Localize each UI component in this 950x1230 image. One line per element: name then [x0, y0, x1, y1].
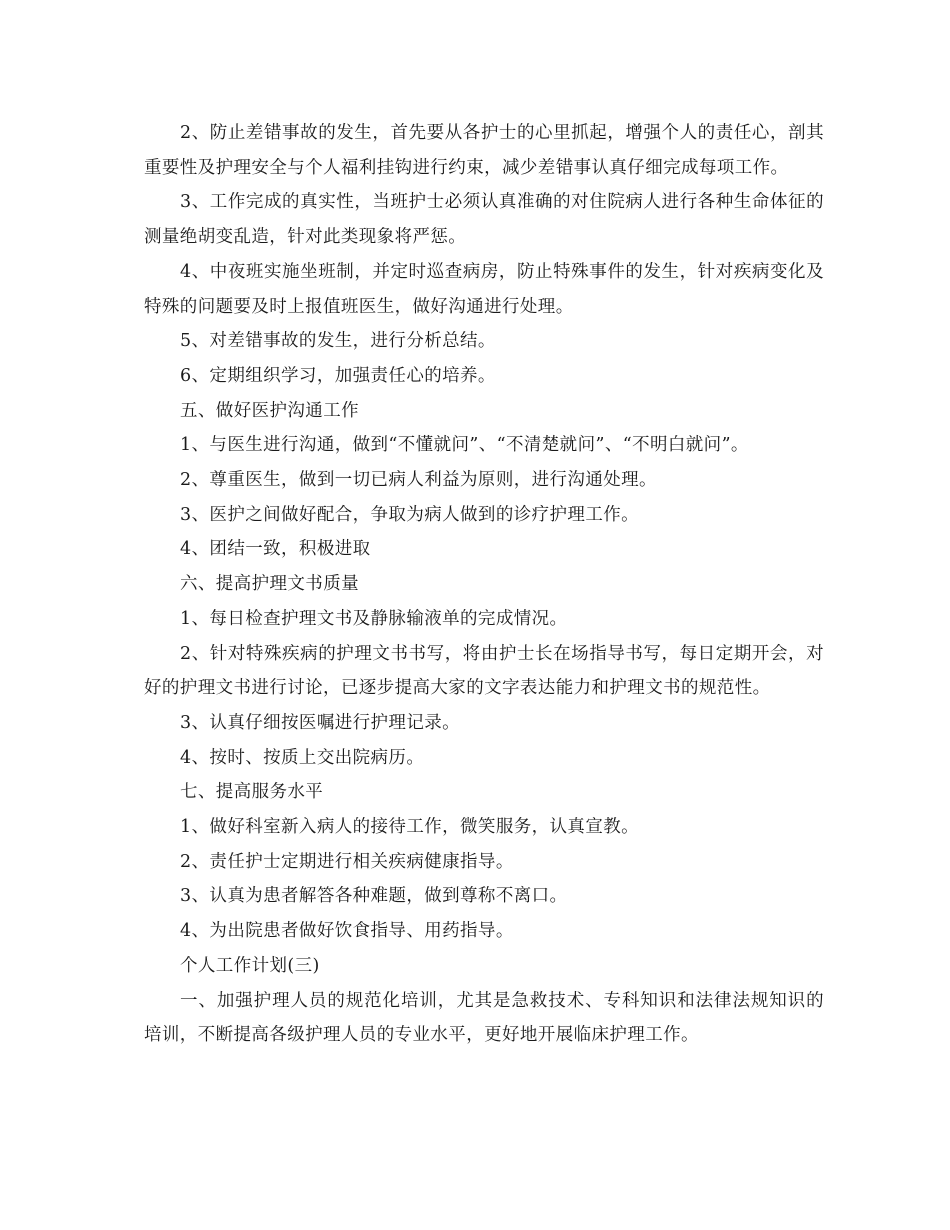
paragraph: 1、每日检查护理文书及静脉输液单的完成情况。 [180, 608, 568, 629]
paragraph: 1、做好科室新入病人的接待工作，微笑服务，认真宣教。 [180, 817, 640, 838]
paragraph: 4、按时、按质上交出院病历。 [180, 747, 425, 768]
paragraph: 3、认真仔细按医嘱进行护理记录。 [180, 712, 461, 733]
paragraph: 3、认真为患者解答各种难题，做到尊称不离口。 [180, 886, 568, 907]
section-heading: 个人工作计划(三) [180, 955, 320, 976]
paragraph: 6、定期组织学习，加强责任心的培养。 [180, 365, 496, 386]
paragraph: 一、加强护理人员的规范化培训，尤其是急救技术、专科知识和法律法规知识的培训，不断提高各级护理人员的专业水平，更好地开展临床护理工作。 [144, 990, 824, 1046]
paragraph: 3、医护之间做好配合，争取为病人做到的诊疗护理工作。 [180, 504, 640, 525]
paragraph: 3、工作完成的真实性，当班护士必须认真准确的对住院病人进行各种生命体征的测量绝胡变乱造，针对此类现象将严惩。 [144, 192, 824, 248]
document-body [144, 116, 824, 1053]
paragraph: 2、责任护士定期进行相关疾病健康指导。 [180, 851, 514, 872]
paragraph: 1、与医生进行沟通，做到“不懂就问”、“不清楚就问”、“不明白就问”。 [180, 435, 749, 456]
section-heading: 五、做好医护沟通工作 [180, 400, 359, 421]
paragraph: 4、团结一致，积极进取 [180, 539, 371, 560]
paragraph: 5、对差错事故的发生，进行分析总结。 [180, 331, 496, 352]
paragraph: 4、为出院患者做好饮食指导、用药指导。 [180, 921, 514, 942]
paragraph: 4、中夜班实施坐班制，并定时巡查病房，防止特殊事件的发生，针对疾病变化及特殊的问题要及时上报值班医生，做好沟通进行处理。 [144, 261, 824, 317]
paragraph: 2、针对特殊疾病的护理文书书写，将由护士长在场指导书写，每日定期开会，对好的护理文书进行讨论，已逐步提高大家的文字表达能力和护理文书的规范性。 [144, 643, 824, 699]
paragraph: 2、尊重医生，做到一切已病人利益为原则，进行沟通处理。 [180, 470, 657, 491]
section-heading: 六、提高护理文书质量 [180, 574, 359, 595]
section-heading: 七、提高服务水平 [180, 782, 324, 803]
paragraph: 2、防止差错事故的发生，首先要从各护士的心里抓起，增强个人的责任心，剖其重要性及护理安全与个人福利挂钩进行约束，减少差错事认真仔细完成每项工作。 [144, 123, 824, 178]
